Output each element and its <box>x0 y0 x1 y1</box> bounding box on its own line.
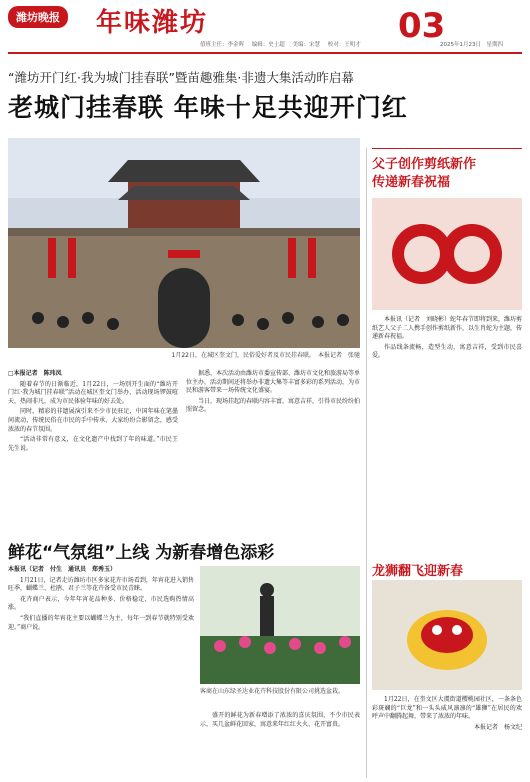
main-paragraph: 当日，现场挂起的春联内容丰富，寓意吉祥，引得市民纷纷拍照留念。 <box>186 397 361 414</box>
side-rule <box>372 148 522 149</box>
flower-paragraph: 花卉商户表示，今年年宵花品种多、价格稳定，市民选购热情高涨。 <box>8 595 194 612</box>
section-title: 年味潍坊 <box>96 8 209 38</box>
flower-photo-caption: 客商在山东绿圣达业花卉科技股份有限公司挑选盆栽。 <box>200 688 345 695</box>
brand-badge <box>8 6 68 28</box>
main-photo-city-gate <box>8 138 360 348</box>
side-column <box>372 316 522 363</box>
main-paragraph: 据悉，本次活动由潍坊市委宣传部、潍坊市文化和旅游局等单位主办，活动期间还将举办非遗大集等丰富多彩的系列活动，为市民和游客带来一场传统文化盛宴。 <box>186 370 361 395</box>
main-paragraph: “活动非常有意义，在文化遗产中找到了年的味道。”市民王先生说。 <box>8 436 178 452</box>
papercut-photo <box>372 198 522 310</box>
main-paragraph: 同时，精彩的非遗展演引来不少市民驻足，中国年味在笔墨间流动，传统民俗在市民的手中传承，大家纷纷合影留念，感受浓浓的春节氛围。 <box>8 408 178 433</box>
credit-design: 美编：宋慧 <box>292 42 321 48</box>
main-photo-caption: 1月22日，在城区奎文门，民俗爱好者及市民挂春联。 本报记者 张驰 <box>171 352 360 359</box>
side-paragraph: 作品线条流畅，造型生动，寓意吉祥，受到市民喜爱。 <box>372 343 522 360</box>
main-column-1 <box>8 370 178 455</box>
flower-paragraph: “我们直播的年宵花主要以蝴蝶兰为主，每年一到春节就特别受欢迎。”商户说。 <box>8 614 194 631</box>
lion-dance-illustration <box>372 580 522 690</box>
credit-duty: 值班主任：李金晖 <box>200 42 245 48</box>
main-byline: □本报记者 陈玮凤 <box>8 370 62 377</box>
main-headline: 老城门挂春联 年味十足共迎开门红 <box>8 93 408 122</box>
side-headline <box>372 156 522 192</box>
column-divider <box>366 148 367 778</box>
main-paragraph: 随着春节的日渐临近，1月22日，一场别开生面的“潍坊开门红·我为城门挂春联”活动在城区奎文门举办，活动现场锣鼓喧天，热闹非凡，成为市民体验年味的好去处。 <box>8 380 178 405</box>
flower-column-2 <box>200 712 360 731</box>
flower-column-1 <box>8 566 194 634</box>
flower-market-illustration <box>200 566 360 684</box>
side-headline-line1: 父子创作剪纸新作 <box>372 157 477 172</box>
lion-caption-column <box>372 696 522 734</box>
lion-credit: 本报记者 杨文纪 <box>473 723 522 731</box>
lion-caption: 1月22日，在奎文区大虞街道樱桃园社区，一条条色彩斑斓的“巨龙”和一头头威风凛凛的“雄狮”在居民的欢呼声中翻腾起舞，带来了浓浓的年味。 <box>372 696 522 721</box>
flower-byline: 本报讯（记者 付生 通讯员 郑秀玉） <box>8 566 117 573</box>
side-paragraph: 本报讯（记者 刘晓彬）蛇年春节即将到来，潍坊剪纸艺人父子二人携手创作剪纸新作，以生肖蛇为主题，传递新春祝福。 <box>372 316 523 341</box>
city-gate-illustration <box>8 138 360 348</box>
papercut-illustration <box>372 198 522 310</box>
lion-headline: 龙狮翻飞迎新春 <box>372 564 464 579</box>
masthead <box>0 0 530 52</box>
flower-paragraph: 盛开的鲜花为新春增添了浓浓的喜庆氛围，不少市民表示，买几盆鲜花回家，寓意来年红红火火、花开富贵。 <box>200 712 360 728</box>
header-rule <box>8 52 522 54</box>
brand-name: 潍坊晚报 <box>8 6 68 28</box>
main-kicker: “潍坊开门红·我为城门挂春联”暨苗趣雅集·非遗大集活动昨启幕 <box>8 70 354 85</box>
flower-paragraph: 1月21日，记者走访潍坊市区多家花卉市场看到，年宵花进入销售旺季，蝴蝶兰、杜鹃、君子兰等花卉备受市民青睐。 <box>8 576 194 593</box>
flower-headline: 鲜花“气氛组”上线 为新春增色添彩 <box>8 543 275 563</box>
credit-proof: 校对：王明才 <box>327 42 361 48</box>
issue-date: 2025年1月23日 星期四 <box>440 42 503 48</box>
lion-dance-photo <box>372 580 522 690</box>
credit-editor: 编辑：史士超 <box>251 42 285 48</box>
flower-market-photo <box>200 566 360 684</box>
main-column-2 <box>186 370 360 417</box>
side-headline-line2: 传递新春祝福 <box>372 175 451 190</box>
page-number: 03 <box>398 6 446 46</box>
staff-credits <box>200 40 367 48</box>
